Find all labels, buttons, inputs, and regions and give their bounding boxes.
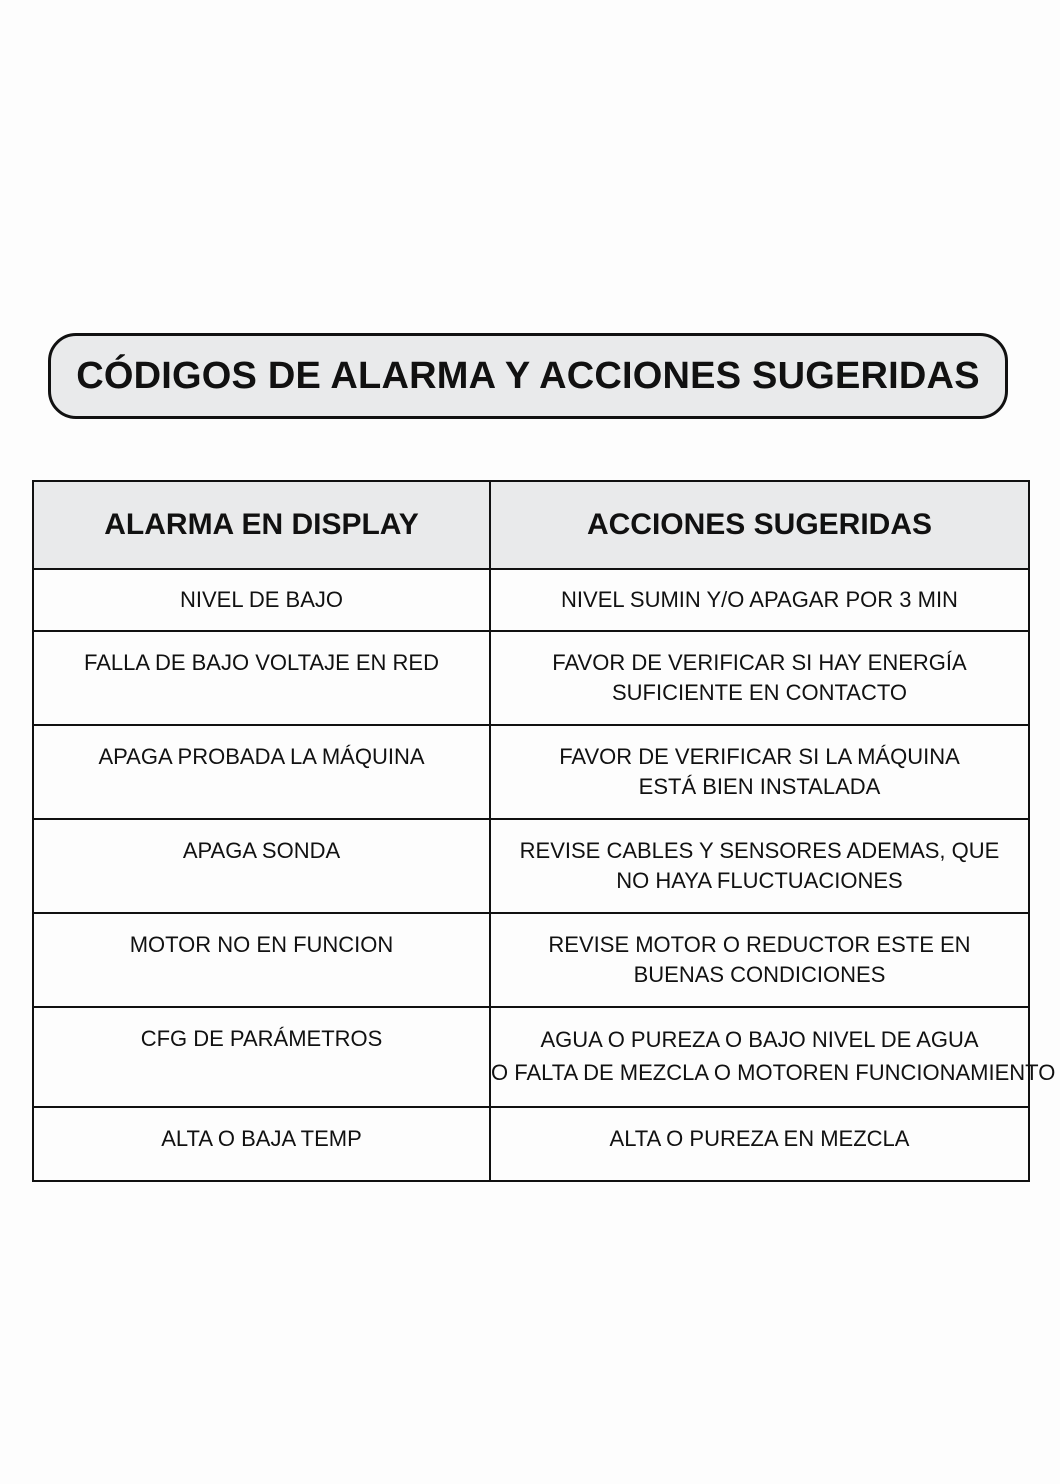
action-cell — [490, 913, 1029, 1007]
header-alarm: ALARMA EN DISPLAY — [33, 481, 490, 569]
action-line: AGUA O PUREZA O BAJO NIVEL DE AGUA — [540, 1027, 979, 1052]
action-line: BUENAS CONDICIONES — [633, 962, 886, 987]
action-cell — [490, 631, 1029, 725]
action-cell — [490, 725, 1029, 819]
action-cell — [490, 1007, 1056, 1107]
table-row — [33, 631, 1029, 725]
alarm-cell: FALLA DE BAJO VOLTAJE EN RED — [33, 631, 490, 725]
table-row — [33, 913, 1029, 1007]
action-line: FAVOR DE VERIFICAR SI HAY ENERGÍA — [552, 650, 967, 675]
action-cell — [490, 569, 1029, 631]
alarm-cell: APAGA SONDA — [33, 819, 490, 913]
alarm-cell: MOTOR NO EN FUNCION — [33, 913, 490, 1007]
title-banner — [48, 333, 1008, 419]
table-row — [33, 1007, 1029, 1107]
page-title: CÓDIGOS DE ALARMA Y ACCIONES SUGERIDAS — [76, 354, 980, 397]
action-cell — [490, 819, 1029, 913]
table-row — [33, 819, 1029, 913]
header-actions: ACCIONES SUGERIDAS — [490, 481, 1029, 569]
action-line: ALTA O PUREZA EN MEZCLA — [609, 1126, 910, 1151]
alarm-cell: ALTA O BAJA TEMP — [33, 1107, 490, 1181]
table-header-row — [33, 481, 1029, 569]
alarm-codes-table — [32, 480, 1056, 1182]
table-row — [33, 725, 1029, 819]
action-line: REVISE MOTOR O REDUCTOR ESTE EN — [548, 932, 971, 957]
table-row — [33, 569, 1029, 631]
action-line: NO HAYA FLUCTUACIONES — [616, 868, 903, 893]
action-line: REVISE CABLES Y SENSORES ADEMAS, QUE — [519, 838, 1000, 863]
action-line: SUFICIENTE EN CONTACTO — [612, 680, 907, 705]
table-row — [33, 1107, 1029, 1181]
alarm-cell: CFG DE PARÁMETROS — [33, 1007, 490, 1107]
action-line: NIVEL SUMIN Y/O APAGAR POR 3 MIN — [561, 587, 958, 612]
action-line: ESTÁ BIEN INSTALADA — [638, 774, 881, 799]
alarm-cell: APAGA PROBADA LA MÁQUINA — [33, 725, 490, 819]
action-line: FAVOR DE VERIFICAR SI LA MÁQUINA — [559, 744, 960, 769]
action-cell — [490, 1107, 1029, 1181]
action-line: O FALTA DE MEZCLA O MOTOREN FUNCIONAMIENTO — [491, 1060, 1056, 1085]
alarm-cell: NIVEL DE BAJO — [33, 569, 490, 631]
